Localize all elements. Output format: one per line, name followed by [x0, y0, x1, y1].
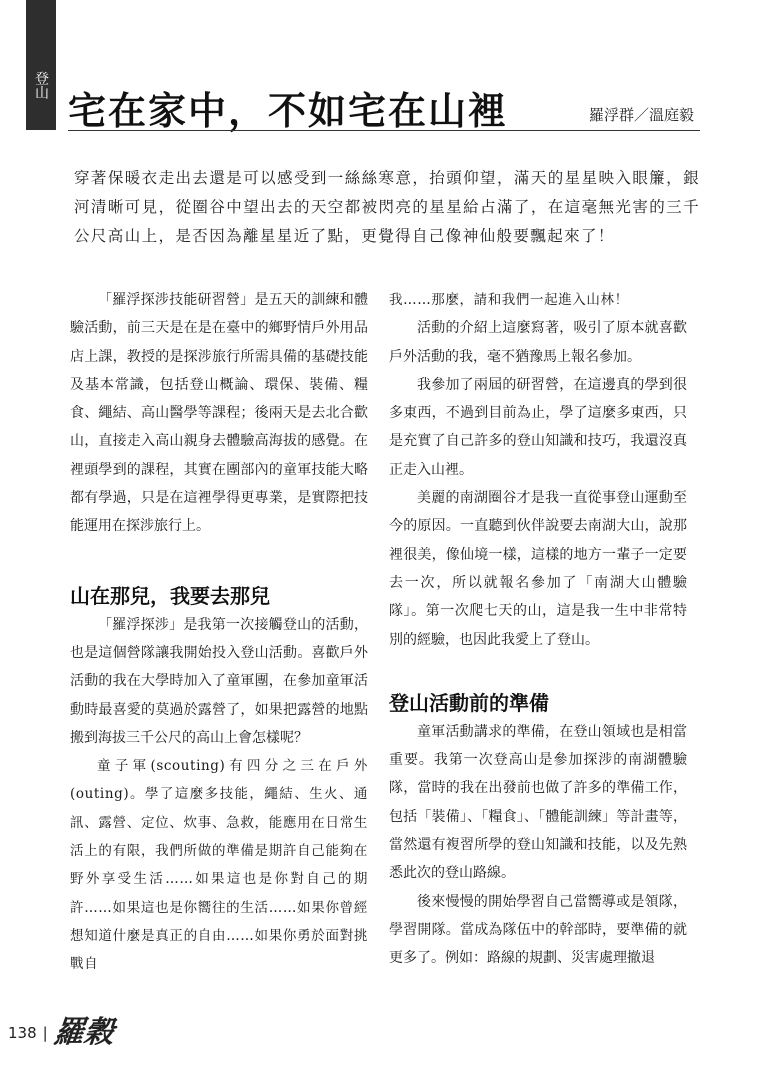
paragraph: 活動的介紹上這麼寫著，吸引了原本就喜歡戶外活動的我，毫不猶豫馬上報名參加。 — [389, 320, 687, 365]
right-column — [389, 286, 687, 973]
paragraph: 後來慢慢的開始學習自己當嚮導或是領隊，學習開隊。當成為隊伍中的幹部時，要準備的就更多了。例如：路線的規劃、災害處理撤退 — [389, 893, 687, 967]
page-footer — [8, 1015, 116, 1050]
quote-paragraph: 童子軍(scouting)有四分之三在戶外(outing)。學了這麼多技能，繩結、生火、通訊、露營、定位、炊事、急救，能應用在日常生活上的有限，我們所做的準備是期許自己能夠在野外享受生活……如果這也是你對自己的期許……如果這也是你嚮往的生活……如果你曾經想知道什麼是真正的自由……如果你勇於面對挑戰自 — [70, 758, 368, 973]
page-number: 138 — [8, 1024, 37, 1042]
quote-continuation: 我……那麼，請和我們一起進入山林！ — [389, 292, 629, 308]
magazine-logo: 羅穀 — [51, 1015, 116, 1050]
paragraph: 「羅浮探涉技能研習營」是五天的訓練和體驗活動，前三天是在是在臺中的鄉野情戶外用品店上課，教授的是探涉旅行所需具備的基礎技能及基本常識，包括登山概論、環保、裝備、糧食、繩結、高山醫學等課程；後兩天是去北合歡山，直接走入高山親身去體驗高海拔的感覺。在裡頭學到的課程，其實在團部內的童軍技能大略都有學過，只是在這裡學得更專業，是實際把技能運用在探涉旅行上。 — [70, 292, 368, 535]
paragraph: 「羅浮探涉」是我第一次接觸登山的活動，也是這個營隊讓我開始投入登山活動。喜歡戶外活動的我在大學時加入了童軍團，在參加童軍活動時最喜愛的莫過於露營了，如果把露營的地點搬到海拔三千公尺的高山上會怎樣呢？ — [70, 616, 368, 746]
article-author: 羅浮群／溫庭毅 — [588, 106, 694, 124]
section-heading: 登山活動前的準備 — [389, 690, 549, 715]
section-heading: 山在那兒，我要去那兒 — [70, 583, 270, 608]
paragraph: 童軍活動講求的準備，在登山領域也是相當重要。我第一次登高山是參加探涉的南湖體驗隊，當時的我在出發前也做了許多的準備工作，包括「裝備」、「糧食」、「體能訓練」等計畫等，當然還有複習所學的登山知識和技能，以及先熟悉此次的登山路線。 — [389, 723, 687, 882]
paragraph: 美麗的南湖圈谷才是我一直從事登山運動至今的原因。一直聽到伙伴說要去南湖大山，說那裡很美，像仙境一樣，這樣的地方一輩子一定要去一次，所以就報名參加了「南湖大山體驗隊」。第一次爬七天的山，這是我一生中非常特別的經驗，也因此我愛上了登山。 — [389, 490, 687, 648]
left-column — [70, 286, 368, 979]
article-intro: 穿著保暖衣走出去還是可以感受到一絲絲寒意，抬頭仰望，滿天的星星映入眼簾，銀河清晰可見，從圈谷中望出去的天空都被閃亮的星星給占滿了，在這毫無光害的三千公尺高山上，是否因為離星星近了點，更覺得自己像神仙般要飄起來了！ — [74, 168, 700, 245]
title-divider — [68, 130, 700, 131]
section-tab: 登山 — [26, 0, 56, 130]
paragraph: 我參加了兩屆的研習營，在這邊真的學到很多東西，不過到目前為止，學了這麼多東西，只是充實了自己許多的登山知識和技巧，我還沒真正走入山裡。 — [389, 376, 687, 478]
article-title: 宅在家中，不如宅在山裡 — [68, 88, 509, 133]
footer-separator: | — [42, 1024, 48, 1042]
